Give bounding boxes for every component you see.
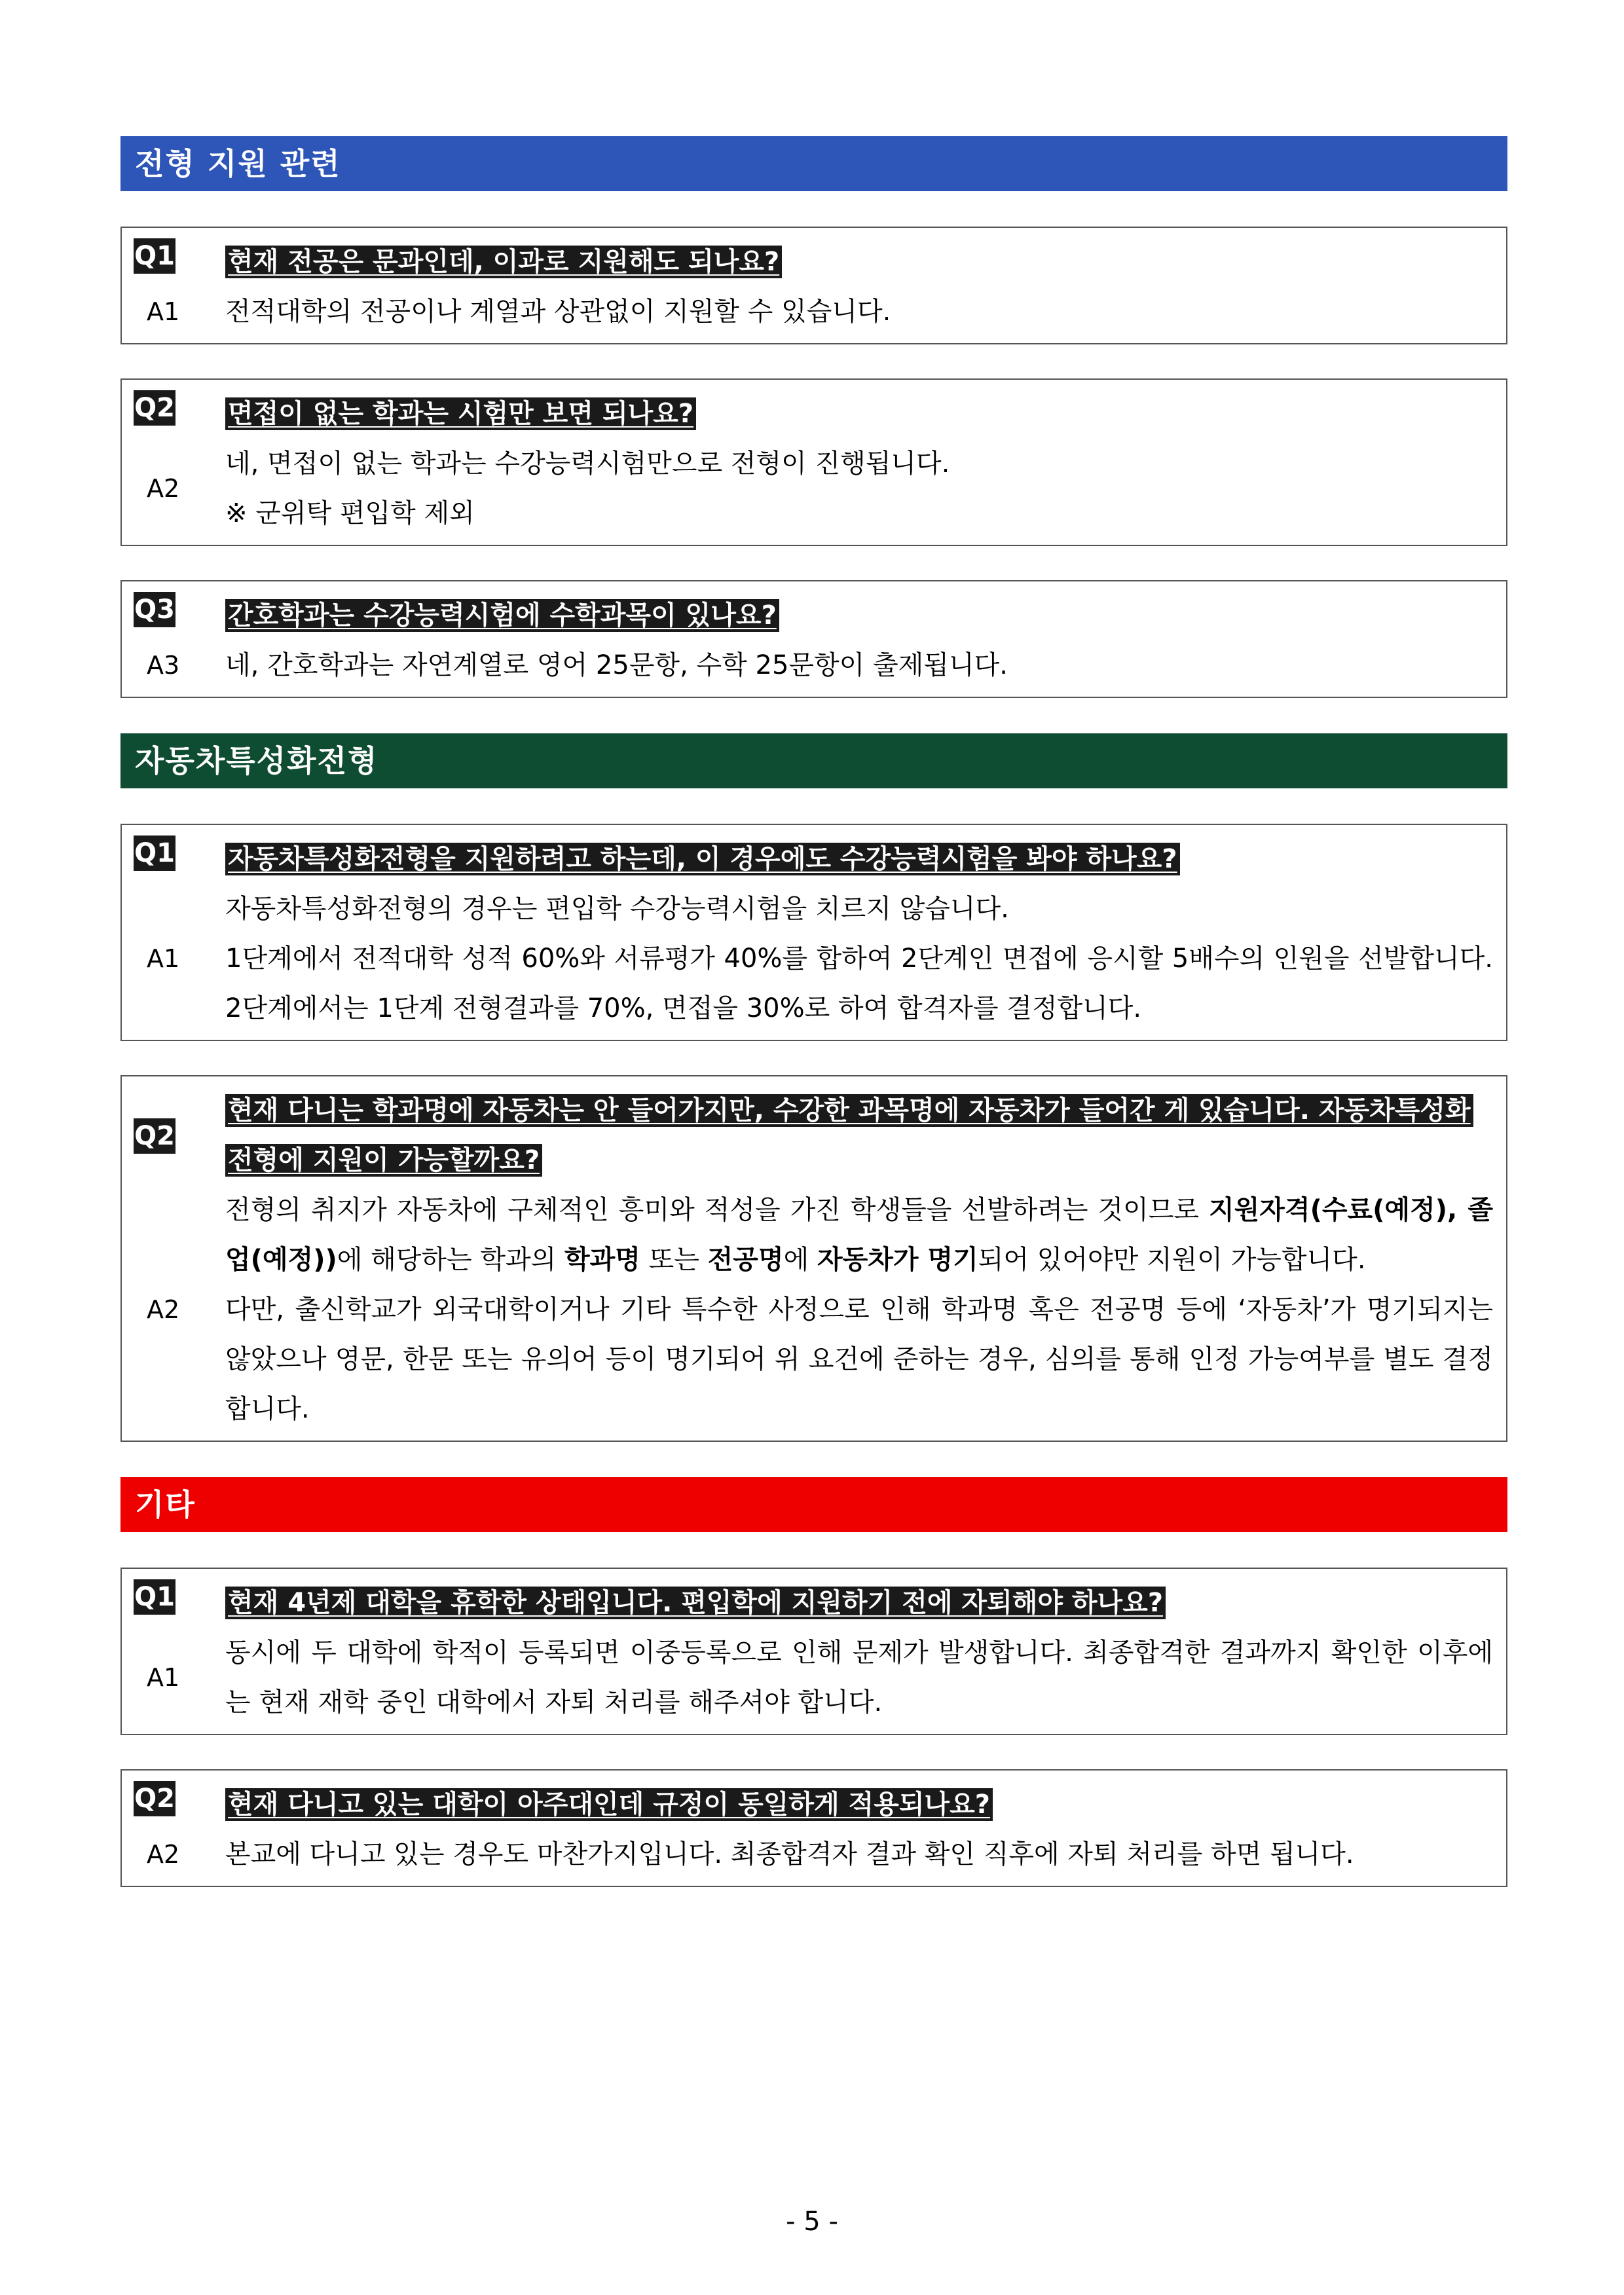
question-text: 자동차특성화전형을 지원하려고 하는데, 이 경우에도 수강능력시험을 봐야 하나요? (225, 834, 1493, 884)
question-label: Q2 (134, 390, 175, 426)
faq-item (120, 824, 1507, 1041)
answer-label: A2 (147, 474, 180, 503)
page-number: - 5 - (786, 2207, 838, 2237)
question-label: Q1 (134, 1579, 175, 1615)
faq-item (120, 227, 1507, 344)
answer-label: A1 (147, 297, 180, 326)
answer-label: A1 (147, 1663, 180, 1692)
answer-label: A2 (147, 1840, 180, 1869)
question-label: Q1 (134, 238, 175, 274)
question-text: 현재 전공은 문과인데, 이과로 지원해도 되나요? (225, 237, 1493, 287)
question-text: 현재 다니고 있는 대학이 아주대인데 규정이 동일하게 적용되나요? (225, 1780, 1493, 1829)
faq-item (120, 378, 1507, 546)
question-label: Q1 (134, 835, 175, 871)
answer-text: 네, 간호학과는 자연계열로 영어 25문항, 수학 25문항이 출제됩니다. (225, 650, 1008, 680)
section-header-automotive: 자동차특성화전형 (120, 733, 1507, 788)
section-header-other: 기타 (120, 1477, 1507, 1532)
faq-item (120, 1075, 1507, 1442)
answer-text: 본교에 다니고 있는 경우도 마찬가지입니다. 최종합격자 결과 확인 직후에 자퇴 처리를 하면 됩니다. (225, 1839, 1354, 1869)
faq-item (120, 1568, 1507, 1735)
question-text: 현재 다니는 학과명에 자동차는 안 들어가지만, 수강한 과목명에 자동차가 들어간 게 있습니다. 자동차특성화전형에 지원이 가능할까요? (225, 1086, 1493, 1185)
answer-text: 동시에 두 대학에 학적이 등록되면 이중등록으로 인해 문제가 발생합니다. 최종합격한 결과까지 확인한 이후에는 현재 재학 중인 대학에서 자퇴 처리를 해주셔야 합니다. (225, 1638, 1493, 1717)
question-label: Q2 (134, 1781, 175, 1816)
answer-label: A3 (147, 651, 180, 680)
answer-text: 전형의 취지가 자동차에 구체적인 흥미와 적성을 가진 학생들을 선발하려는 것이므로 지원자격(수료(예정), 졸업(예정))에 해당하는 학과의 학과명 또는 전공명에 자동차가 명기되어 있어야만 지원이 가능합니다. 다만, 출신학교가 외국대학이거나 기타 특수한 사정으로 인해 학과명 혹은 전공명 등에 ‘자동차’가 명기되지는 않았으나 영문, 한문 또는 유의어 등이 명기되어 위 요건에 준하는 경우, 심의를 통해 인정 가능여부를 별도 결정합니다. (225, 1195, 1493, 1424)
answer-label: A2 (147, 1295, 180, 1324)
answer-text: 네, 면접이 없는 학과는 수강능력시험만으로 전형이 진행됩니다. ※ 군위탁 편입학 제외 (225, 449, 950, 528)
faq-item (120, 580, 1507, 698)
document-page (120, 136, 1507, 1887)
question-text: 간호학과는 수강능력시험에 수학과목이 있나요? (225, 591, 1493, 640)
question-label: Q3 (134, 592, 175, 627)
faq-item (120, 1769, 1507, 1887)
question-label: Q2 (134, 1118, 175, 1154)
question-text: 현재 4년제 대학을 휴학한 상태입니다. 편입학에 지원하기 전에 자퇴해야 하나요? (225, 1578, 1493, 1628)
answer-text: 자동차특성화전형의 경우는 편입학 수강능력시험을 치르지 않습니다. 1단계에서 전적대학 성적 60%와 서류평가 40%를 합하여 2단계인 면접에 응시할 5배수의 인원을 선발합니다. 2단계에서는 1단계 전형결과를 70%, 면접을 30%로 하여 합격자를 결정합니다. (225, 894, 1493, 1023)
section-header-application: 전형 지원 관련 (120, 136, 1507, 191)
question-text: 면접이 없는 학과는 시험만 보면 되나요? (225, 389, 1493, 439)
answer-label: A1 (147, 944, 180, 973)
answer-text: 전적대학의 전공이나 계열과 상관없이 지원할 수 있습니다. (225, 297, 891, 327)
